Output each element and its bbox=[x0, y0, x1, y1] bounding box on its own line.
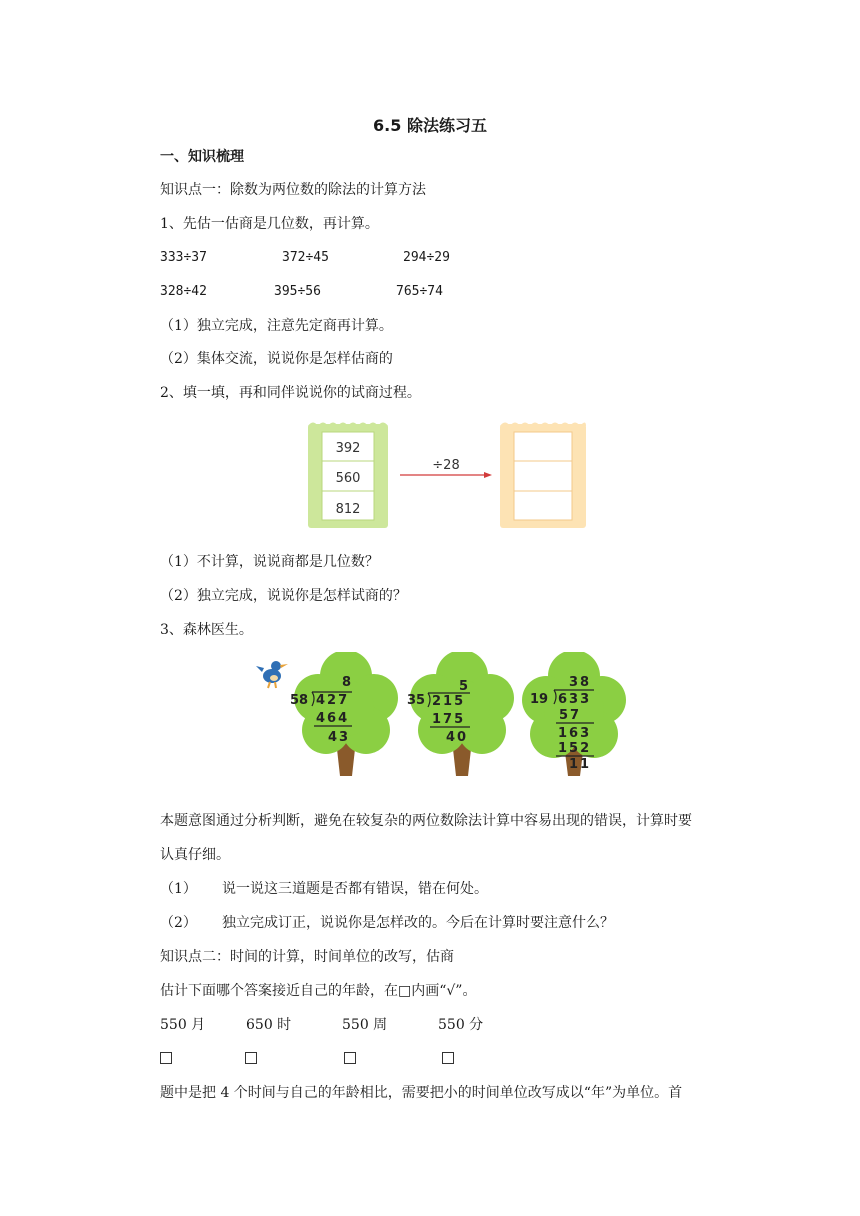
expression: 328÷42 bbox=[160, 284, 207, 299]
option-label: 650 时 bbox=[246, 1017, 292, 1033]
work-line: 57 bbox=[559, 708, 582, 723]
division-figure bbox=[306, 420, 590, 532]
quotient: 38 bbox=[569, 675, 592, 690]
dividend: 427 bbox=[316, 693, 350, 708]
division-operator: ÷28 bbox=[432, 458, 460, 473]
sub-question: （2）独立完成，说说你是怎样试商的？ bbox=[160, 588, 407, 604]
work-line: 152 bbox=[558, 741, 592, 756]
sub-question: 独立完成订正，说说你是怎样改的。今后在计算时要注意什么？ bbox=[222, 915, 614, 931]
question-1: 1、先估一估商是几位数，再计算。 bbox=[160, 216, 379, 232]
bird-icon bbox=[256, 661, 288, 688]
work-line: 163 bbox=[558, 726, 592, 741]
expression: 372÷45 bbox=[282, 250, 329, 265]
paragraph: 认真仔细。 bbox=[160, 847, 230, 863]
option-checkbox[interactable] bbox=[245, 1050, 257, 1068]
question-4: 估计下面哪个答案接近自己的年龄，在□内画“√”。 bbox=[160, 983, 477, 999]
sub-question: （1）独立完成，注意先定商再计算。 bbox=[160, 318, 393, 334]
question-3: 3、森林医生。 bbox=[160, 622, 253, 638]
option-label: 550 周 bbox=[342, 1017, 388, 1033]
page-title: 6.5 除法练习五 bbox=[373, 116, 487, 135]
expression: 294÷29 bbox=[403, 250, 450, 265]
divisor: 19 bbox=[530, 692, 549, 707]
work-line: 11 bbox=[569, 757, 592, 772]
knowledge-point-2: 知识点二：时间的计算，时间单位的改写，估商 bbox=[160, 949, 454, 965]
knowledge-point-1: 知识点一：除数为两位数的除法的计算方法 bbox=[160, 182, 426, 198]
forest-doctor-figure bbox=[256, 652, 632, 782]
sub-question: （1）不计算，说说商都是几位数？ bbox=[160, 554, 379, 570]
dividend: 633 bbox=[558, 692, 592, 707]
work-line: 464 bbox=[316, 711, 350, 726]
paragraph: 本题意图通过分析判断，避免在较复杂的两位数除法计算中容易出现的错误，计算时要 bbox=[160, 813, 692, 829]
quotient: 5 bbox=[459, 679, 469, 694]
option-checkbox[interactable] bbox=[442, 1050, 454, 1068]
tree bbox=[290, 652, 398, 776]
section-heading: 一、知识梳理 bbox=[160, 149, 244, 165]
quotient: 8 bbox=[342, 675, 352, 690]
option-checkbox[interactable] bbox=[344, 1050, 356, 1068]
card-number: 812 bbox=[335, 502, 361, 517]
dividend: 215 bbox=[432, 694, 466, 709]
work-line: 40 bbox=[446, 730, 469, 745]
work-line: 43 bbox=[328, 730, 351, 745]
expression: 333÷37 bbox=[160, 250, 207, 265]
sub-question-number: （2） bbox=[160, 915, 197, 931]
option-checkbox[interactable] bbox=[160, 1050, 172, 1068]
sub-question: （2）集体交流，说说你是怎样估商的 bbox=[160, 351, 393, 367]
answer-column bbox=[514, 432, 572, 520]
divisor: 58 bbox=[290, 693, 309, 708]
tree bbox=[522, 652, 626, 776]
expression: 765÷74 bbox=[396, 284, 443, 299]
arrow-head bbox=[484, 472, 492, 478]
work-line: 175 bbox=[432, 712, 466, 727]
tree bbox=[407, 652, 514, 776]
sub-question: 说一说这三道题是否都有错误，错在何处。 bbox=[222, 881, 488, 897]
question-2: 2、填一填，再和同伴说说你的试商过程。 bbox=[160, 385, 421, 401]
card-number: 392 bbox=[335, 441, 361, 456]
option-label: 550 分 bbox=[438, 1017, 484, 1033]
paragraph: 题中是把 4 个时间与自己的年龄相比，需要把小的时间单位改写成以“年”为单位。首 bbox=[160, 1085, 683, 1101]
card-number: 560 bbox=[335, 471, 361, 486]
expression: 395÷56 bbox=[274, 284, 321, 299]
option-label: 550 月 bbox=[160, 1017, 206, 1033]
sub-question-number: （1） bbox=[160, 881, 197, 897]
divisor: 35 bbox=[407, 693, 426, 708]
